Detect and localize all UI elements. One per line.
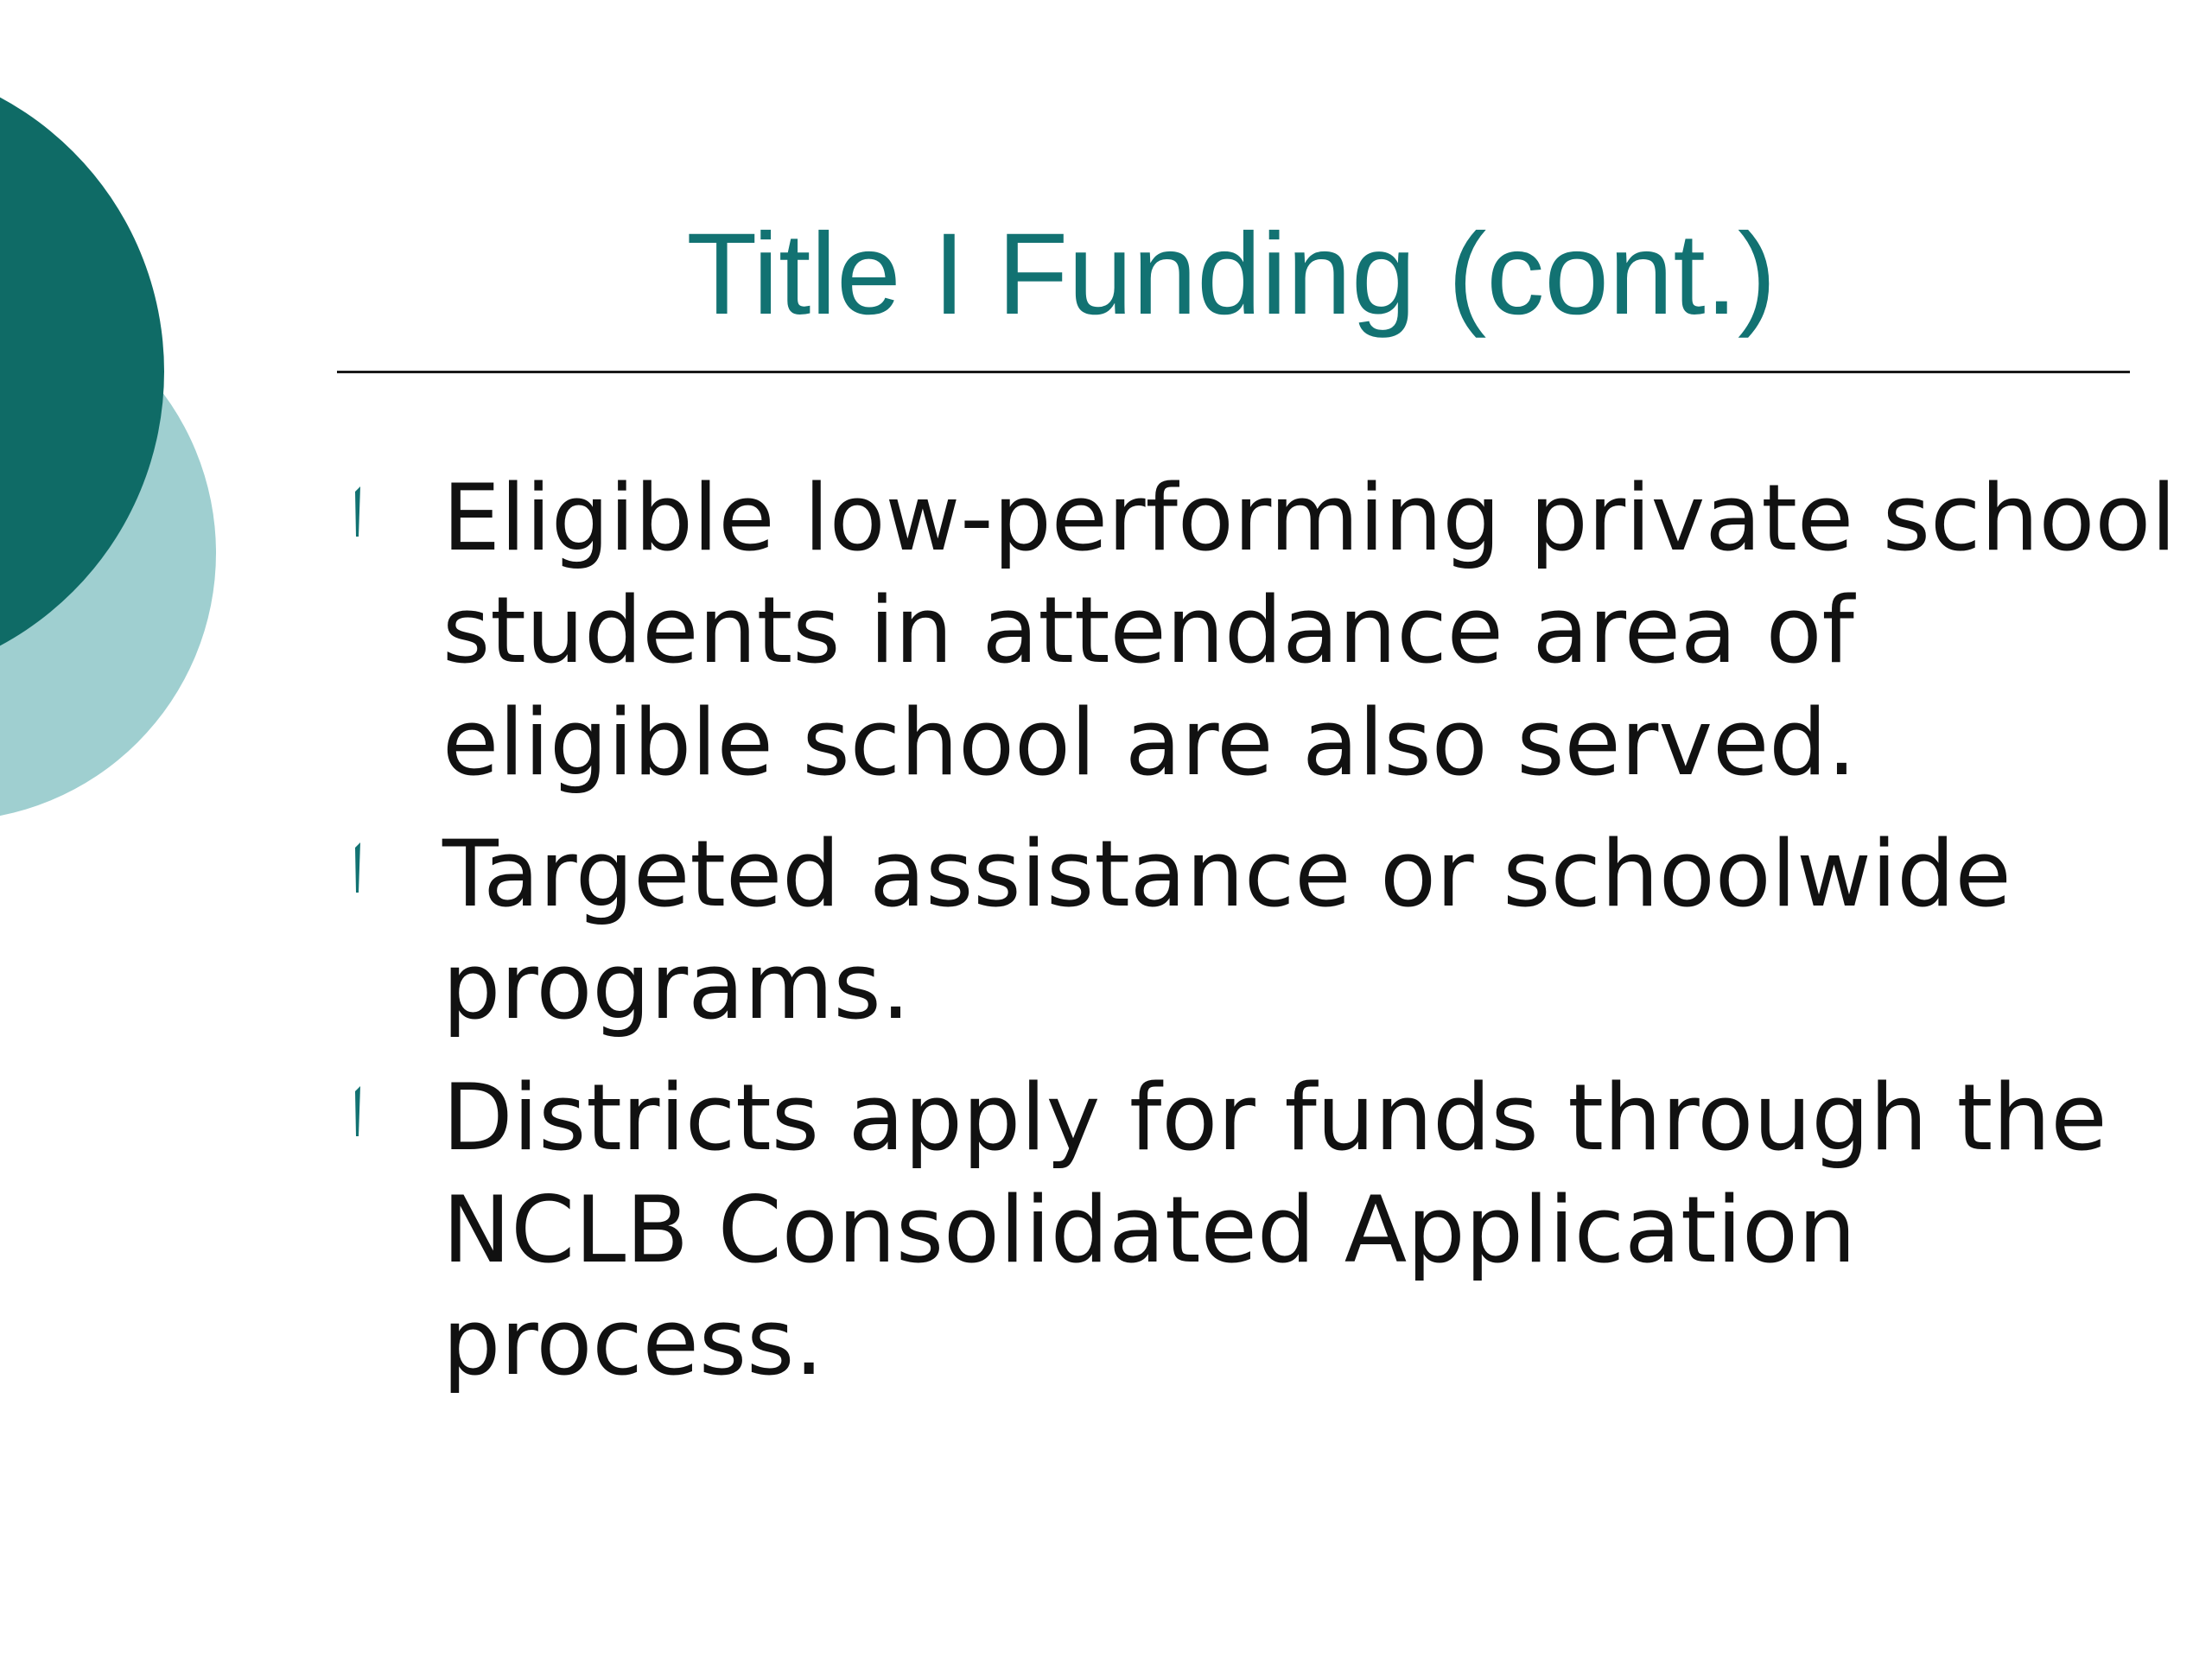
bullet-text: Eligible low-performing private school students in attendance area of eligible school are also served. <box>442 465 2177 796</box>
slide-title: Title I Funding (cont.) <box>686 210 1777 339</box>
bullet-item <box>346 818 2186 1043</box>
bar-bullet-icon <box>354 1086 361 1136</box>
bullet-list <box>346 462 2186 1418</box>
bullet-text: Districts apply for funds through the NCLB Consolidated Application process. <box>442 1065 2107 1395</box>
bar-bullet-icon <box>354 486 361 537</box>
bullet-item <box>346 1062 2186 1399</box>
decorative-circles <box>0 0 225 881</box>
bullet-text: Targeted assistance or schoolwide programs. <box>442 821 2012 1039</box>
bullet-item <box>346 462 2186 799</box>
bar-bullet-icon <box>354 842 361 893</box>
title-divider <box>337 371 2130 373</box>
